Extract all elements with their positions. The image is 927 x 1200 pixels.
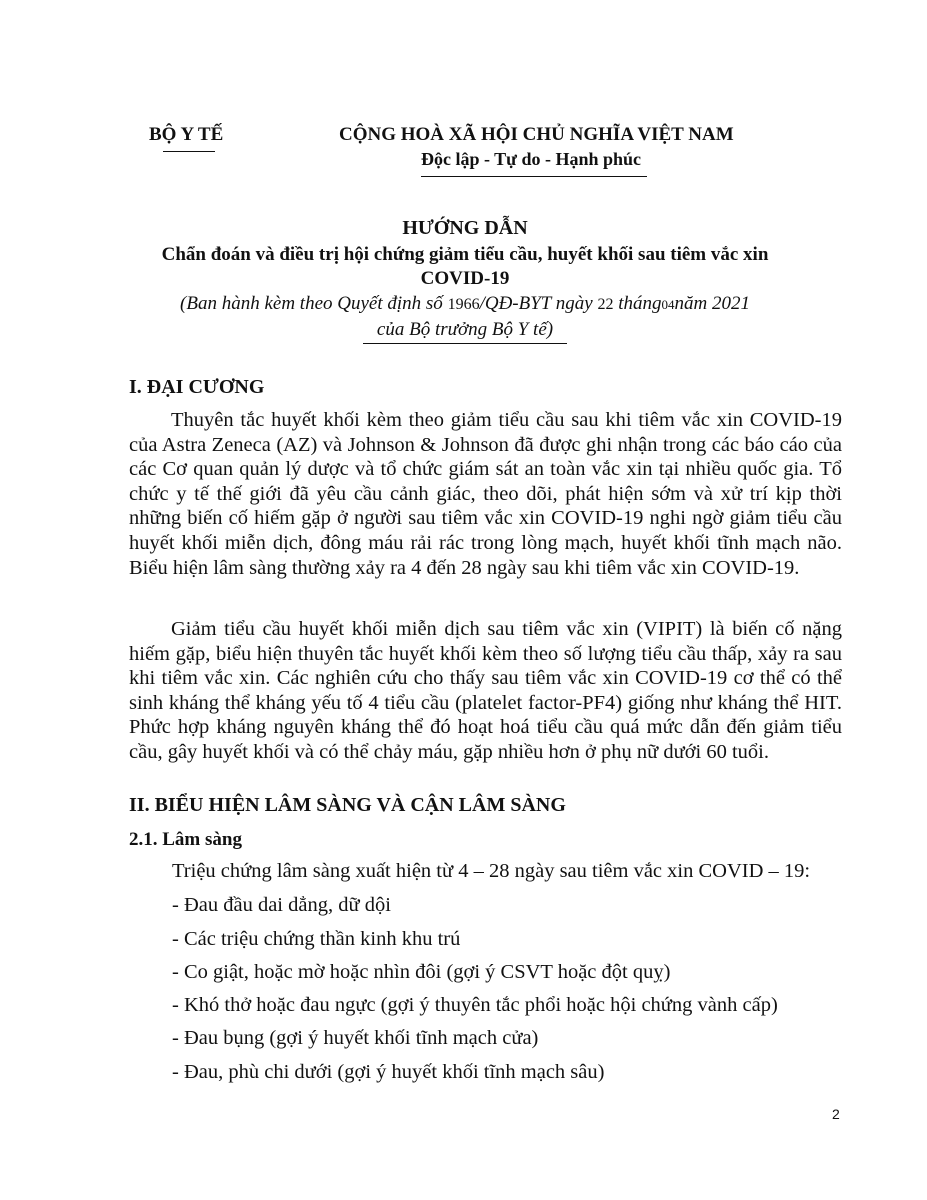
nation-name: CỘNG HOÀ XÃ HỘI CHỦ NGHĨA VIỆT NAM [339,124,734,145]
subsection-heading-clinical: 2.1. Lâm sàng [129,829,242,850]
page-number: 2 [832,1106,840,1122]
decree-number: 1966 [447,296,480,313]
list-item: - Đau đầu dai dẳng, dữ dội [172,894,391,916]
symptom-intro: Triệu chứng lâm sàng xuất hiện từ 4 – 28 ngày sau tiêm vắc xin COVID – 19: [172,860,811,882]
document-subtitle-line2: COVID-19 [420,268,510,289]
motto-underline [421,176,647,177]
decree-issuer: của Bộ trưởng Bộ Y tế) [363,319,567,344]
list-item: - Đau, phù chi dưới (gợi ý huyết khối tĩnh mạch sâu) [172,1061,605,1083]
decree-year: năm 2021 [674,293,750,314]
section-heading-clinical: II. BIỂU HIỆN LÂM SÀNG VÀ CẬN LÂM SÀNG [129,794,566,816]
ministry-underline [163,151,215,152]
list-item: - Khó thở hoặc đau ngực (gợi ý thuyên tắc phổi hoặc hội chứng vành cấp) [172,994,778,1016]
decree-prefix: (Ban hành kèm theo Quyết định số [180,293,448,314]
list-item: - Co giật, hoặc mờ hoặc nhìn đôi (gợi ý CSVT hoặc đột quỵ) [172,961,671,983]
decree-code: /QĐ-BYT ngày [479,293,593,314]
document-subtitle-line1: Chẩn đoán và điều trị hội chứng giảm tiểu cầu, huyết khối sau tiêm vắc xin [161,244,769,265]
list-item: - Đau bụng (gợi ý huyết khối tĩnh mạch cửa) [172,1027,539,1049]
decree-month: 04 [661,297,675,312]
section-heading-general: I. ĐẠI CƯƠNG [129,376,265,398]
document-title: HƯỚNG DẪN [402,217,528,239]
list-item: - Các triệu chứng thần kinh khu trú [172,928,461,950]
national-motto: Độc lập - Tự do - Hạnh phúc [421,149,642,169]
ministry-name: BỘ Y TẾ [149,124,224,145]
paragraph-overview: Thuyên tắc huyết khối kèm theo giảm tiểu cầu sau khi tiêm vắc xin COVID-19 của Astra Zeneca (AZ) và Johnson & Johnson đã được ghi nhận trong các báo cáo của các Cơ quan quản lý dược và tổ chức giám sát an toàn vắc xin tại nhiều quốc gia. Tổ chức y tế thế giới đã yêu cầu cảnh giác, theo dõi, phát hiện sớm và xử trí kịp thời những biến cố hiếm gặp ở người sau tiêm vắc xin COVID-19 nghi ngờ giảm tiểu cầu huyết khối miễn dịch, đông máu rải rác trong lòng mạch, huyết khối tĩnh mạch não. Biểu hiện lâm sàng thường xảy ra 4 đến 28 ngày sau khi tiêm vắc xin COVID-19. [129,409,842,579]
paragraph-vipit: Giảm tiểu cầu huyết khối miễn dịch sau tiêm vắc xin (VIPIT) là biến cố nặng hiếm gặp, biểu hiện thuyên tắc huyết khối kèm theo số lượng tiểu cầu thấp, xảy ra sau khi tiêm vắc xin. Các nghiên cứu cho thấy sau tiêm vắc xin COVID-19 cơ thể có thể sinh kháng thể kháng yếu tố 4 tiểu cầu (platelet factor-PF4) giống như kháng thể HIT. Phức hợp kháng nguyên kháng thể đó hoạt hoá tiểu cầu quá mức dẫn đến giảm tiểu cầu, gây huyết khối và có thể chảy máu, gặp nhiều hơn ở phụ nữ dưới 60 tuổi. [129,618,842,763]
decree-reference-line1 [120,293,810,315]
decree-month-label: tháng [613,293,662,314]
decree-reference-line2 [120,319,810,344]
decree-day: 22 [597,296,614,313]
